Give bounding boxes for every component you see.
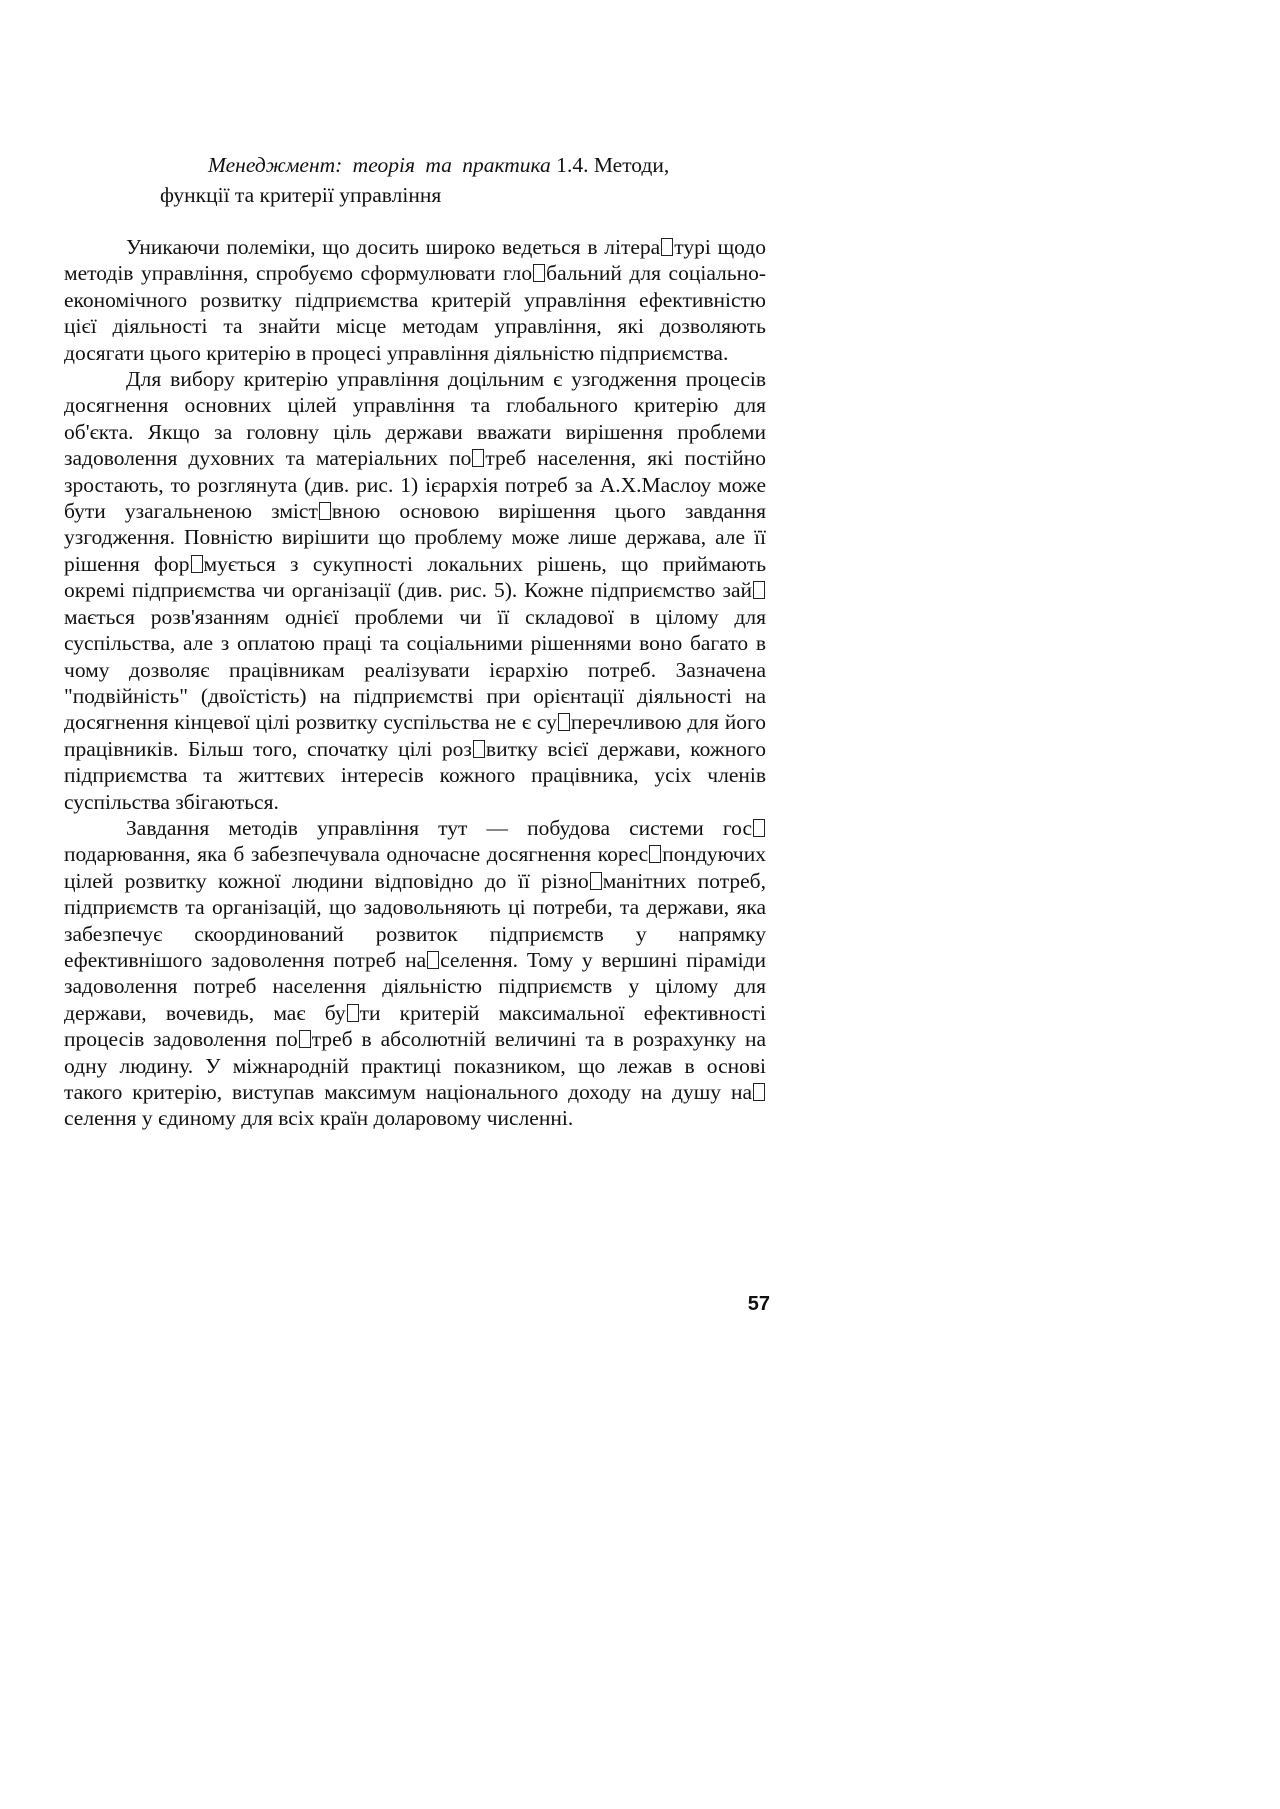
text-run: ти критерій максимальної ефективності процесів задоволення по [64, 1000, 766, 1052]
missing-glyph-box [473, 740, 485, 758]
heading-line-2: функції та критерії управління [160, 183, 442, 207]
paragraph-2 [64, 366, 766, 815]
text-run: перечливою для його працівників. Більш того, спочатку цілі роз [64, 710, 766, 761]
book-title: Менеджмент: теорія та практика [208, 153, 551, 177]
missing-glyph-box [427, 951, 439, 969]
text-run: пондуючих цілей розвитку кожної людини відповідно до її різно [64, 842, 766, 893]
missing-glyph-box [191, 555, 203, 573]
missing-glyph-box [649, 845, 661, 863]
text-run: витку всієї держави, кожного підприємства та життєвих інтересів кожного працівника, усіх членів суспільства збігаються. [64, 736, 766, 814]
missing-glyph-box [299, 1030, 311, 1048]
body-text [64, 234, 766, 1132]
missing-glyph-box [472, 449, 484, 467]
page-number: 57 [747, 1293, 770, 1315]
missing-glyph-box [558, 713, 570, 731]
text-run: турі щодо методів управління, спробуємо сформулювати гло [64, 235, 766, 286]
missing-glyph-box [319, 502, 331, 520]
missing-glyph-box [590, 872, 602, 890]
text-run: селення у єдиному для всіх країн доларовому численні. [64, 1106, 574, 1131]
text-run: треб в абсолютній величині та в розрахунку на одну людину. У міжнародній практиці показником, що лежав в основі такого критерію, виступав максимум національного доходу на душу на [64, 1027, 766, 1104]
text-run: манітних потреб, підприємств та організацій, що задовольняють ці потреби, та держави, яка забезпечує скоординований розвиток підприємств у напрямку ефективнішого задоволення потреб на [64, 868, 766, 972]
missing-glyph-box [533, 264, 545, 282]
text-run: вною основою вирішення цього завдання узгодження. Повністю вирішити що проблему може лише держава, але її рішення фор [64, 499, 766, 576]
text-run: подарювання, яка б забезпечувала одночасне досягнення корес [64, 842, 649, 867]
missing-glyph-box [661, 238, 673, 256]
missing-glyph-box [347, 1004, 359, 1022]
text-run: селення. Тому у вершині піраміди задоволення потреб населення діяльністю підприємств у цілому для держави, вочевидь, має бу [64, 947, 767, 1025]
text-run: мається розв'язанням однієї проблеми чи її складової в цілому для суспільства, але з оплатою праці та соціальними рішеннями воно багато в чому дозволяє працівникам реалізувати ієрархію потреб. Зазначена "подвійність" (двоїстість) на підприємстві при орієнтації діяльності на досягнення кінцевої цілі розвитку суспільства не є су [64, 604, 766, 735]
missing-glyph-box [753, 1083, 765, 1101]
text-run: бальний для соціально-економічного розвитку підприємства критерій управління ефективністю цієї діяльності та знайти місце методам управління, які дозволяють досягати цього критерію в процесі управління діяльністю підприємства. [64, 261, 766, 365]
paragraph-3 [64, 815, 766, 1132]
paragraph-1 [64, 234, 766, 366]
text-run: треб населення, які постійно зростають, то розглянута (див. рис. 1) ієрархія потреб за А.Х.Маслоу може бути узагальненою зміст [64, 446, 766, 524]
text-run: Завдання методів управління тут — побудова системи гос [126, 815, 752, 840]
section-title-part1: Методи, [593, 153, 670, 177]
heading-line-1 [160, 150, 780, 180]
missing-glyph-box [753, 819, 765, 837]
running-heading [160, 150, 780, 210]
missing-glyph-box [753, 581, 765, 599]
text-run: мується з сукупності локальних рішень, що приймають окремі підприємства чи організації (див. рис. 5). Кожне підприємство зай [64, 551, 767, 603]
section-number: 1.4. [556, 153, 589, 177]
text-run: Уникаючи полеміки, що досить широко ведеться в літера [126, 235, 661, 259]
text-run: Для вибору критерію управління доцільним є узгодження процесів досягнення основних цілей управління та глобального критерію для об'єкта. Якщо за головну ціль держави вважати вирішення проблеми задоволення духовних та матеріальних по [64, 367, 766, 471]
